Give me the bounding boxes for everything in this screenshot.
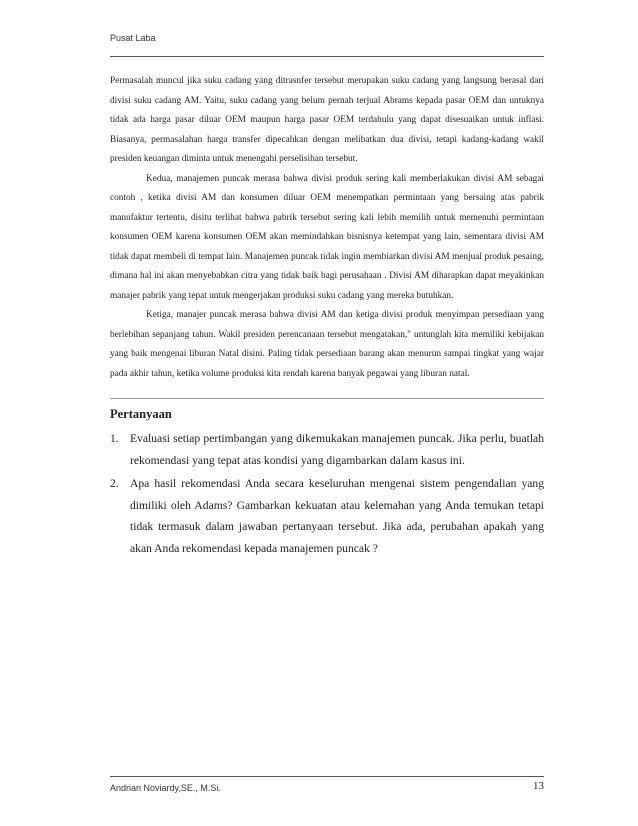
question-number: 2. bbox=[110, 477, 119, 490]
paragraph: Permasalah muncul jika suku cadang yang ditrasnfer tersebut merupakan suku cadang yang langsung berasal dari divisi suku cadang AM. Yaitu, suku cadang yang belum pernah terjual Abrams kepada pasar OEM dan untuknya tidak ada harga pasar diluar OEM maupun harga pasar OEM terdahulu yang dapat disesuaikan untuk inflasi. Biasanya, permasalahan harga transfer dipecahkan dengan melibatkan dua divisi, tetapi kadang-kadang wakil presiden keuangan diminta untuk menengahi perselisihan tersebut. bbox=[110, 76, 544, 164]
question-item bbox=[110, 473, 544, 559]
question-number: 1. bbox=[110, 432, 119, 445]
page-number: 13 bbox=[533, 780, 544, 792]
questions-list bbox=[110, 428, 544, 559]
header-rule bbox=[110, 56, 544, 57]
question-text: Evaluasi setiap pertimbangan yang dikemukakan manajemen puncak. Jika perlu, buatlah rekomendasi yang tepat atas kondisi yang digambarkan dalam kasus ini. bbox=[130, 432, 544, 467]
footer-author: Andrian Noviardy,SE., M.Si. bbox=[110, 783, 221, 793]
question-item bbox=[110, 428, 544, 471]
running-header: Pusat Laba bbox=[110, 33, 156, 43]
footer-rule bbox=[110, 776, 544, 777]
questions-section bbox=[110, 404, 544, 561]
paragraph: Kedua, manajemen puncak merasa bahwa divisi produk sering kali memberlakukan divisi AM sebagai contoh , ketika divisi AM dan konsumen diluar OEM menempatkan permintaan yang bersaing atas pabrik manufaktur tertentu, disitu terlihat bahwa pabrik tersebut sering kali lebih memilih untuk memenuhi permintaan konsumen OEM karena konsumen OEM akan memindahkan bisnisnya ketempat yang lain, sementara divisi AM tidak dapat membeli di tempat lain. Manajemen puncak tidak ingin membiarkan divisi AM menjual produk pesaing, dimana hal ini akan menyebabkan citra yang tidak baik bagi perusahaan . Divisi AM diharapkan dapat meyakinkan manajer pabrik yang tepat untuk mengerjakan produksi suku cadang yang mereka butuhkan. bbox=[110, 173, 544, 301]
questions-heading: Pertanyaan bbox=[110, 407, 172, 421]
body-text bbox=[110, 72, 544, 384]
section-divider bbox=[110, 398, 544, 399]
paragraph: Ketiga, manajer puncak merasa bahwa divisi AM dan ketiga divisi produk menyimpan persediaan yang berlebihan sepanjang tahun. Wakil presiden perencanaan tersebut mengatakan," untunglah kita memiliki kebijakan yang baik mengenai liburan Natal disini. Paling tidak persediaan barang akan menurun sampai tingkat yang wajar pada akhir tahun, ketika volume produksi kita rendah karena banyak pegawai yang liburan natal. bbox=[110, 310, 544, 379]
question-text: Apa hasil rekomendasi Anda secara keseluruhan mengenai sistem pengendalian yang dimiliki oleh Adams? Gambarkan kekuatan atau kelemahan yang Anda temukan tetapi tidak termasuk dalam jawaban pertanyaan tersebut. Jika ada, perubahan apakah yang akan Anda rekomendasi kepada manajemen puncak ? bbox=[130, 477, 544, 555]
